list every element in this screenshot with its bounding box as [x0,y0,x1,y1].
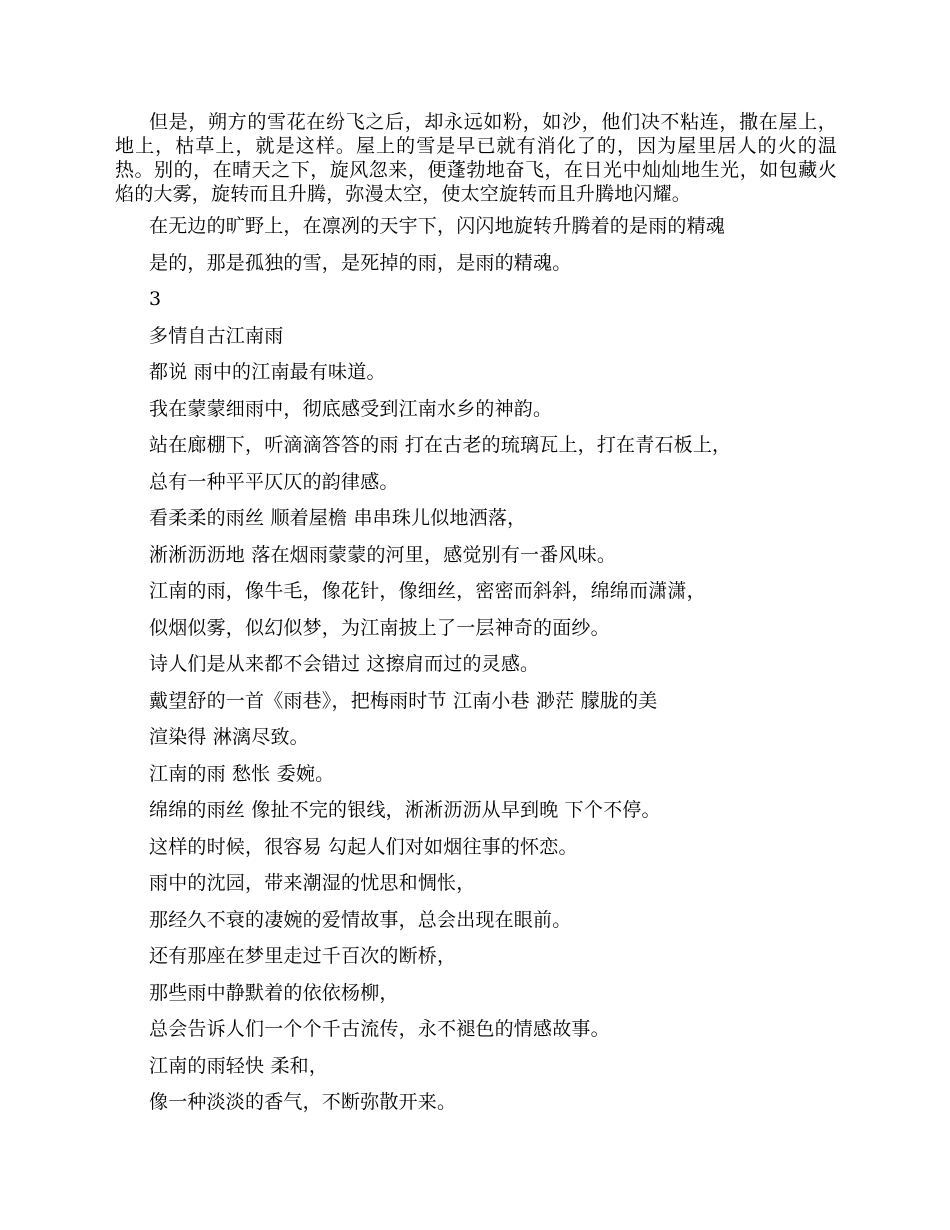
text-line: 是的，那是孤独的雪，是死掉的雨，是雨的精魂。 [149,251,572,274]
text-line: 绵绵的雨丝 像扯不完的银线，淅淅沥沥从早到晚 下个不停。 [149,799,661,821]
text-line: 渲染得 淋漓尽致。 [149,726,309,748]
text-line: 江南的雨，像牛毛，像花针，像细丝，密密而斜斜，绵绵而潇潇， [149,580,706,602]
text-line: 那经久不衰的凄婉的爱情故事，总会出现在眼前。 [149,908,572,931]
text-line: 诗人们是从来都不会错过 这擦肩而过的灵感。 [149,653,540,675]
text-line: 在无边的旷野上，在凛冽的天宇下，闪闪地旋转升腾着的是雨的精魂 [149,215,726,237]
text-line: 都说 雨中的江南最有味道。 [149,361,386,383]
text-line: 雨中的沈园，带来潮湿的忧思和惆怅， [149,872,476,894]
text-line: 江南的雨轻快 柔和， [149,1054,329,1077]
section-title: 多情自古江南雨 [149,324,284,347]
text-line: 淅淅沥沥地 落在烟雨蒙蒙的河里，感觉别有一番风味。 [149,543,617,566]
text-lines [149,214,909,1127]
text-line: 我在蒙蒙细雨中，彻底感受到江南水乡的神韵。 [149,397,553,420]
text-line: 戴望舒的一首《雨巷》，把梅雨时节 江南小巷 渺茫 朦胧的美 [149,689,658,712]
text-line: 那些雨中静默着的依依杨柳， [149,981,399,1004]
section-number: 3 [149,288,162,310]
text-line: 总会告诉人们一个个千古流传，永不褪色的情感故事。 [149,1018,610,1040]
text-line: 总有一种平平仄仄的韵律感。 [149,470,399,493]
text-line: 似烟似雾，似幻似梦，为江南披上了一层神奇的面纱。 [149,616,610,639]
text-line: 江南的雨 愁怅 委婉。 [149,762,335,785]
text-line: 像一种淡淡的香气，不断弥散开来。 [149,1091,457,1113]
text-line: 看柔柔的雨丝 顺着屋檐 串串珠儿似地洒落， [149,507,527,529]
text-line: 还有那座在梦里走过千百次的断桥， [149,945,457,967]
intro-paragraph: 但是，朔方的雪花在纷飞之后，却永远如粉，如沙，他们决不粘连，撒在屋上，地上，枯草上，就是这样。屋上的雪是早已就有消化了的，因为屋里居人的火的温热。别的，在晴天之下，旋风忽来，便蓬勃地奋飞，在日光中灿灿地生光，如包藏火焰的大雾，旋转而且升腾，弥漫太空，使太空旋转而且升腾地闪耀。 [115,111,837,205]
text-line: 站在廊棚下，听滴滴答答的雨 打在古老的琉璃瓦上，打在青石板上， [149,434,732,456]
text-line: 这样的时候，很容易 勾起人们对如烟往事的怀恋。 [149,835,578,858]
